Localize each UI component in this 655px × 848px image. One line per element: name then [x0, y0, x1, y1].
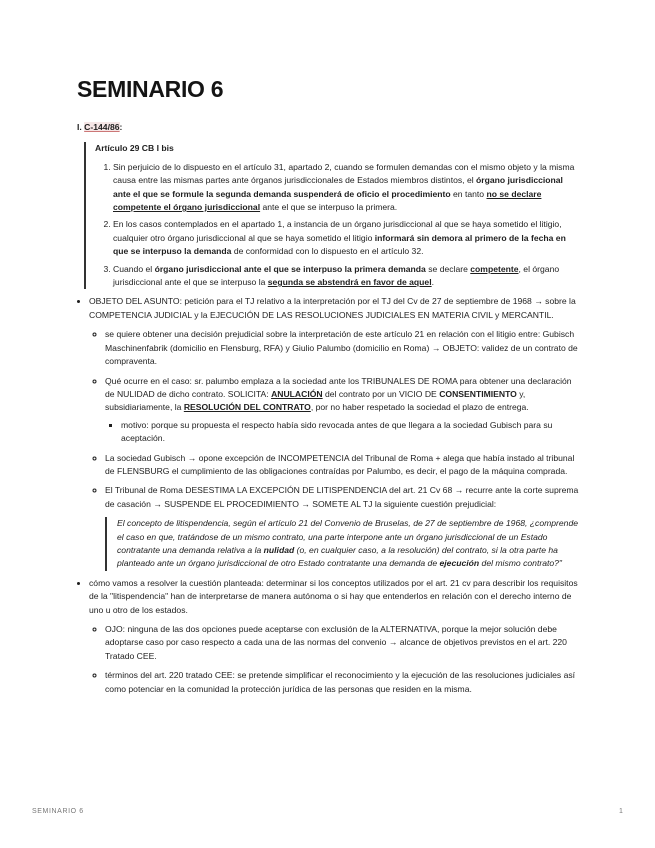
sub-list — [89, 328, 582, 571]
text-run: RESOLUCIÓN DEL CONTRATO — [183, 402, 311, 413]
footer-title: SEMINARIO 6 — [32, 808, 84, 815]
text-run: OBJETO DEL ASUNTO: petición para el TJ relativo a la interpretación por el TJ del Cv de 27 de septiembre de 1968 → sobre la COMPETENCIA JUDICIAL y la EJECUCIÓN DE LAS RESOLUCIONES JUDICIALES EN MATERIA CIVIL y MERCANTIL. — [89, 296, 576, 320]
list-item-resolver — [89, 577, 582, 696]
text-run: CONSENTIMIENTO — [439, 388, 517, 399]
list-item-prejudicial — [105, 328, 582, 368]
document-body — [77, 121, 582, 702]
text-run: segunda se abstendrá en favor de aquel — [267, 277, 432, 288]
text-run: se declare — [425, 263, 471, 274]
list-item-text — [105, 485, 578, 508]
sub-sub-list — [105, 419, 582, 446]
sub-list — [89, 623, 582, 696]
list-item-caso — [105, 375, 582, 446]
section-prefix: I. — [77, 122, 85, 132]
text-run: de conformidad con lo dispuesto en el artículo 32. — [231, 246, 424, 257]
text-run: órgano jurisdiccional ante el que se interpuso la primera demanda — [154, 263, 426, 274]
text-run: del mismo contrato?" — [479, 558, 562, 569]
article-item-1 — [113, 161, 582, 215]
article-title: Artículo 29 CB I bis — [95, 143, 174, 154]
text-run: Qué ocurre en el caso: sr. palumbo emplaza a la sociedad ante los TRIBUNALES DE ROMA para obtener una declaración de NULIDAD de dicho contrato. SOLICITA: — [105, 375, 572, 399]
text-run: informará sin demora al primero de la fecha en que se interpuso la demanda — [113, 232, 566, 257]
text-run: . — [431, 277, 434, 288]
list-item-motivo — [121, 419, 582, 446]
text-run: del contrato por un VICIO DE — [322, 388, 440, 399]
text-run: términos del art. 220 tratado CEE: se pretende simplificar el reconocimiento y la ejecución de las resoluciones judiciales así como potenciar en la comunidad la protección jurídica de las personas que residen en la misma. — [105, 670, 576, 694]
text-run: , el órgano jurisdiccional ante el que se interpuso la — [113, 263, 560, 288]
list-item-text — [89, 578, 578, 615]
list-item-text — [105, 376, 572, 413]
question-quote — [105, 517, 582, 571]
article-item-2 — [113, 218, 582, 258]
list-item-tribunal — [105, 484, 582, 570]
text-run: OJO: ninguna de las dos opciones puede aceptarse con exclusión de la ALTERNATIVA, porque la mejor solución debe adoptarse caso por caso respecto a cada una de las normas del convenio → alcance de objetivos previstos en el art. 220 Tratado CEE. — [105, 624, 567, 661]
text-run: El Tribunal de Roma DESESTIMA LA EXCEPCIÓN DE LITISPENDENCIA del art. 21 Cv 68 → recurre ante la corte suprema de casación → SUSPENDE EL PROCEDIMIENTO → SOMETE AL TJ la siguiente cuestión prejudicial: — [105, 485, 579, 509]
text-run: Sin perjuicio de lo dispuesto en el artículo 31, apartado 2, cuando se formulen demandas con el mismo objeto y la misma causa entre las mismas partes ante órganos jurisdiccionales de Estados miembros distintos, el — [113, 161, 575, 186]
text-run: no se declare competente el órgano jurisdiccional — [113, 188, 542, 213]
text-run: En los casos contemplados en el apartado 1, a instancia de un órgano jurisdiccional al que se haya sometido el litigio, cualquier otro órgano jurisdiccional al que se haya sometido el litigio — [113, 219, 562, 243]
text-run: La sociedad Gubisch → opone excepción de INCOMPETENCIA del Tribunal de Roma + alega que había instado al tribunal de FLENSBURG el cumplimiento de las obligaciones contraídas por Palumbo, es decir, el pago de la máquina comprada. — [105, 452, 575, 476]
text-run: , por no haber respetado la sociedad el plazo de entrega. — [310, 402, 529, 413]
text-run: y, subsidiariamente, la — [105, 388, 526, 413]
section-suffix: : — [119, 122, 123, 132]
main-list — [77, 295, 582, 696]
text-run: ANULACIÓN — [271, 388, 323, 399]
text-run: El concepto de litispendencia, según el artículo 21 del Convenio de Bruselas, de 27 de septiembre de 1968, ¿comprende el caso en que, tratándose de un mismo contrato, una parte interpone ante un órgano jurisdiccional de un Estado contratante una demanda relativa a la — [117, 518, 579, 555]
article-list — [95, 161, 582, 290]
text-run: Cuando el — [113, 263, 155, 274]
article-blockquote — [84, 142, 582, 289]
page-number: 1 — [619, 808, 624, 815]
text-run: competente — [470, 263, 519, 274]
text-run: motivo: porque su propuesta el respecto había sido revocada antes de que llegara a la sociedad Gubisch para su aceptación. — [121, 419, 553, 444]
text-run: ante el que se interpuso la primera. — [260, 202, 398, 213]
list-item-ojo — [105, 623, 582, 663]
text-run: nulidad — [263, 544, 295, 555]
list-item-terminos — [105, 669, 582, 696]
section-heading — [77, 121, 582, 134]
article-item-3 — [113, 263, 582, 290]
list-item-gubisch — [105, 452, 582, 479]
text-run: se quiere obtener una decisión prejudicial sobre la interpretación de este artículo 21 en relación con el litigio entre: Gubisch Maschinenfabrik (domicilio en Flensburg, RFA) y Giulio Palumbo (domicilio en Roma) → OBJETO: validez de un contrato de compraventa. — [105, 329, 578, 367]
page-title: SEMINARIO 6 — [77, 76, 224, 102]
text-run: ejecución — [439, 558, 480, 569]
text-run: (o, en cualquier caso, a la resolución) del contrato, si la otra parte ha planteado ante un órgano jurisdiccional de otro Estado contratante una demanda de — [117, 544, 558, 569]
list-item-text — [89, 296, 576, 319]
case-link[interactable]: C-144/86 — [84, 122, 120, 132]
text-run: cómo vamos a resolver la cuestión planteada: determinar si los conceptos utilizados por el art. 21 cv para describir los requisitos de la "litispendencia" han de interpretarse de manera autónoma o si hay que entenderlos en relación con el derecho interno de uno u otro de los estados. — [89, 577, 578, 615]
text-run: en tanto — [450, 188, 487, 199]
list-item-objeto — [89, 295, 582, 570]
text-run: órgano jurisdiccional ante el que se formule la segunda demanda suspenderá de oficio el procedimiento — [113, 175, 563, 199]
